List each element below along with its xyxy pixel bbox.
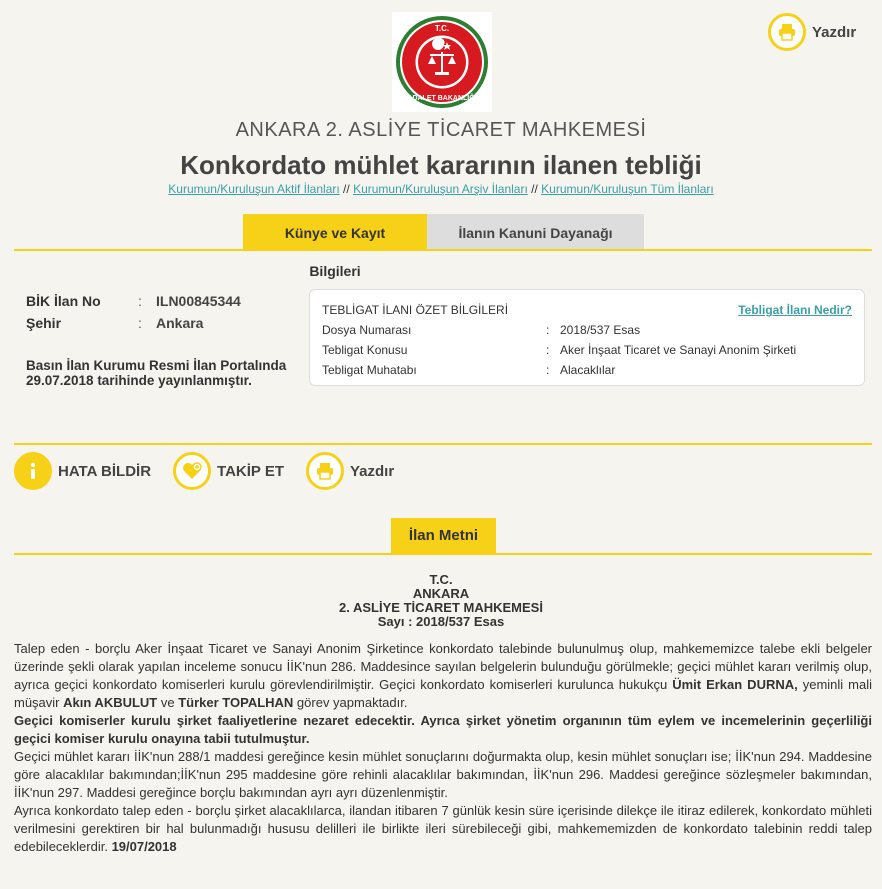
info-tabs — [243, 214, 644, 279]
ministry-logo — [392, 12, 492, 112]
tab-registry-info[interactable]: Künye ve Kayıt Bilgileri — [243, 214, 427, 250]
printer-icon — [768, 13, 806, 51]
ilan-no-value: ILN00845344 — [156, 293, 241, 309]
summary-row: Tebligat Konusu : Aker İnşaat Ticaret ve Sanayi Anonim Şirketi — [322, 343, 797, 357]
info-icon — [14, 452, 52, 490]
city-label: Şehir — [26, 315, 62, 331]
summary-title: TEBLİGAT İLANI ÖZET BİLGİLERİ — [322, 303, 509, 317]
follow-button[interactable]: TAKİP ET — [173, 452, 284, 490]
published-note: Basın İlan Kurumu Resmi İlan Portalında 29.07.2018 tarihinde yayınlanmıştır. — [26, 358, 287, 388]
content-heading: T.C. ANKARA 2. ASLİYE TİCARET MAHKEMESİ Sayı : 2018/537 Esas — [339, 572, 543, 629]
paragraph: Geçici mühlet kararı İİK'nun 288/1 maddesi gereğince kesin mühlet sonuçlarını doğurmakta olup, kesin mühlet sonuçları ise; İİK'nun 294. Maddesine göre alacaklılar bakımından;İİK'nun 295 maddesine göre rehinli alacaklılar bakımından, İİK'nun 296. Maddesi gereğince sözleşmeler bakımından, İİK'nun 297. Maddesi gereğince borçlu bakımından ayrı ayrı düzenlenmiştir. — [14, 749, 872, 800]
announcement-meta: BİK İlan No : ILN00845344 Şehir : Ankara — [26, 293, 241, 331]
divider — [14, 443, 872, 445]
paragraph: Geçici komiserler kurulu şirket faaliyetlerine nezaret edecektir. Ayrıca şirket yönetim organının tüm eylem ve incemelerinin geçerliliği geçici komiser kurulu onayına tabii tutulmuştur. — [14, 713, 872, 746]
announcement-links — [0, 182, 882, 196]
link-all-announcements[interactable]: Kurumun/Kuruluşun Tüm İlanları — [541, 182, 714, 196]
link-separator: // — [343, 182, 350, 196]
ilan-no-label: BİK İlan No — [26, 293, 101, 309]
divider — [14, 553, 872, 555]
summary-row: Dosya Numarası : 2018/537 Esas — [322, 323, 641, 337]
city-value: Ankara — [156, 315, 204, 331]
paragraph: Ayrıca konkordato talep eden - borçlu şirket alacaklılarca, ilandan itibaren 7 günlük kesin süre içerisinde dilekçe ile itiraz edilerek, konkordato mühleti verilmesini gerektiren bir hal bulunmadığı hususu delilleri ile birlikte ileri sürebileceği gibi, mahkememizden de konkordato talebinin reddi talep edebileceklerdir. 19/07/2018 — [14, 803, 872, 854]
announcement-text — [14, 640, 872, 856]
page-title: Konkordato mühlet kararının ilanen tebliği — [180, 150, 702, 180]
svg-text:T.C.: T.C. — [434, 24, 450, 33]
print-button[interactable]: Yazdır — [306, 452, 394, 490]
top-print-button[interactable] — [768, 13, 856, 51]
paragraph: Talep eden - borçlu Aker İnşaat Ticaret ve Sanayi Anonim Şirketince konkordato talebinde bulunulmuş olup, mahkememizce talebe ekli belgeler üzerinde şekli olarak yapılan inceleme sonucu İİK'nun 286. Maddesince sayılan belgelerin bulunduğu görülmekle; geçici mühlet kararı verilmiş olup, ayrıca geçici konkordato komiserleri kurulu görevlendirilmiştir. Geçici konkordato komiserleri kurulunca hukukçu Ümit Erkan DURNA, yeminli mali müşavir Akın AKBULUT ve Türker TOPALHAN görev yapmaktadır. — [14, 641, 873, 710]
help-link[interactable]: Tebligat İlanı Nedir? — [738, 303, 852, 317]
adalet-bakanligi-seal-icon — [394, 14, 490, 110]
top-print-label: Yazdır — [812, 23, 857, 41]
link-active-announcements[interactable]: Kurumun/Kuruluşun Aktif İlanları — [168, 182, 340, 196]
tab-legal-basis[interactable]: İlanın Kanuni Dayanağı — [427, 214, 644, 250]
court-name: ANKARA 2. ASLİYE TİCARET MAHKEMESİ — [235, 119, 647, 141]
action-bar — [14, 452, 416, 490]
summary-row: Tebligat Muhatabı : Alacaklılar — [322, 363, 616, 377]
divider — [14, 249, 872, 251]
report-error-button[interactable]: HATA BİLDİR — [14, 452, 151, 490]
summary-box — [309, 289, 865, 386]
tab-announcement-text[interactable]: İlan Metni — [391, 518, 496, 554]
printer-icon — [306, 452, 344, 490]
svg-text:ADALET BAKANLIĞI: ADALET BAKANLIĞI — [407, 95, 477, 102]
link-archive-announcements[interactable]: Kurumun/Kuruluşun Arşiv İlanları — [353, 182, 528, 196]
heart-plus-icon — [173, 452, 211, 490]
link-separator: // — [531, 182, 538, 196]
